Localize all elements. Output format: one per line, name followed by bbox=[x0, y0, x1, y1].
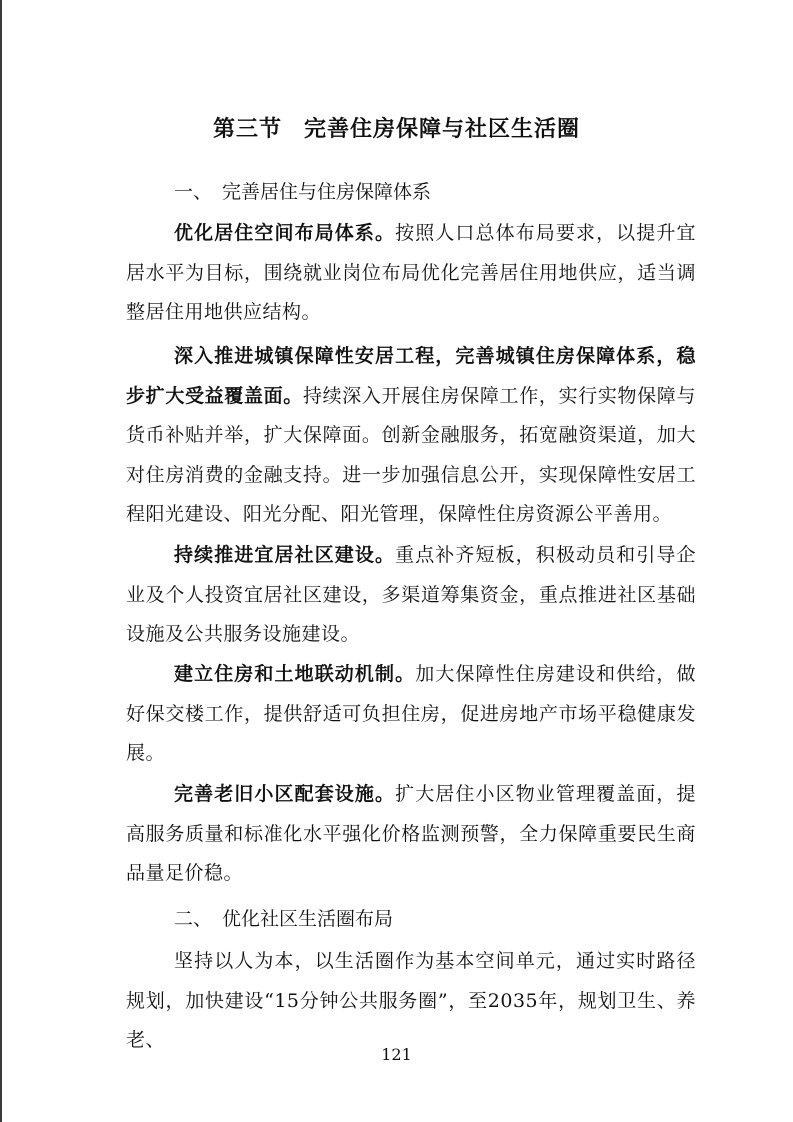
heading-number: 一、 bbox=[174, 181, 213, 203]
paragraph-body: 持续深入开展住房保障工作，实行实物保障与货币补贴并举，扩大保障面。创新金融服务，拓宽融资渠道，加大对住房消费的金融支持。进一步加强信息公开，实现保障性安居工程阳光建设、阳光分配、阳光管理，保障性住房资源公平善用。 bbox=[126, 384, 696, 525]
paragraph-lead: 完善老旧小区配套设施。 bbox=[174, 783, 396, 805]
paragraph-body: 加大保障性住房建设和供给，做好保交楼工作，提供舒适可负担住房，促进房地产市场平稳健康发展。 bbox=[126, 663, 696, 764]
paragraph-body: 重点补齐短板，积极动员和引导企业及个人投资宜居社区建设，多渠道筹集资金，重点推进社区基础设施及公共服务设施建设。 bbox=[126, 544, 696, 645]
paragraph-lead: 持续推进宜居社区建设。 bbox=[174, 544, 396, 566]
paragraph-4 bbox=[126, 655, 696, 774]
paragraph-lead: 建立住房和土地联动机制。 bbox=[174, 663, 416, 685]
paragraph-3 bbox=[126, 536, 696, 655]
heading-text: 完善居住与住房保障体系 bbox=[222, 181, 432, 203]
paragraph-body: 按照人口总体布局要求，以提升宜居水平为目标，围绕就业岗位布局优化完善居住用地供应，适当调整居住用地供应结构。 bbox=[126, 222, 696, 323]
heading-number: 二、 bbox=[174, 908, 213, 930]
heading-1 bbox=[174, 177, 431, 207]
heading-2 bbox=[174, 904, 393, 934]
section-title bbox=[0, 112, 793, 148]
section-number: 第三节 bbox=[212, 117, 282, 142]
scan-edge-line bbox=[0, 0, 2, 1122]
page-number: 121 bbox=[381, 1045, 412, 1064]
paragraph-1 bbox=[126, 214, 696, 333]
paragraph-lead: 优化居住空间布局体系。 bbox=[174, 222, 396, 244]
paragraph-2 bbox=[126, 337, 696, 535]
paragraph-6 bbox=[126, 942, 696, 1061]
paragraph-lead: 深入推进城镇保障性安居工程，完善城镇住房保障体系，稳步扩大受益覆盖面。 bbox=[126, 345, 696, 407]
section-title-text: 完善住房保障与社区生活圈 bbox=[304, 117, 581, 142]
paragraph-body: 坚持以人为本，以生活圈作为基本空间单元，通过实时路径规划，加快建设“15分钟公共服务圈”，至2035年，规划卫生、养老、 bbox=[126, 950, 696, 1051]
paragraph-5 bbox=[126, 775, 696, 894]
heading-text: 优化社区生活圈布局 bbox=[222, 908, 394, 930]
paragraph-body: 扩大居住小区物业管理覆盖面，提高服务质量和标准化水平强化价格监测预警，全力保障重要民生商品量足价稳。 bbox=[126, 783, 696, 884]
